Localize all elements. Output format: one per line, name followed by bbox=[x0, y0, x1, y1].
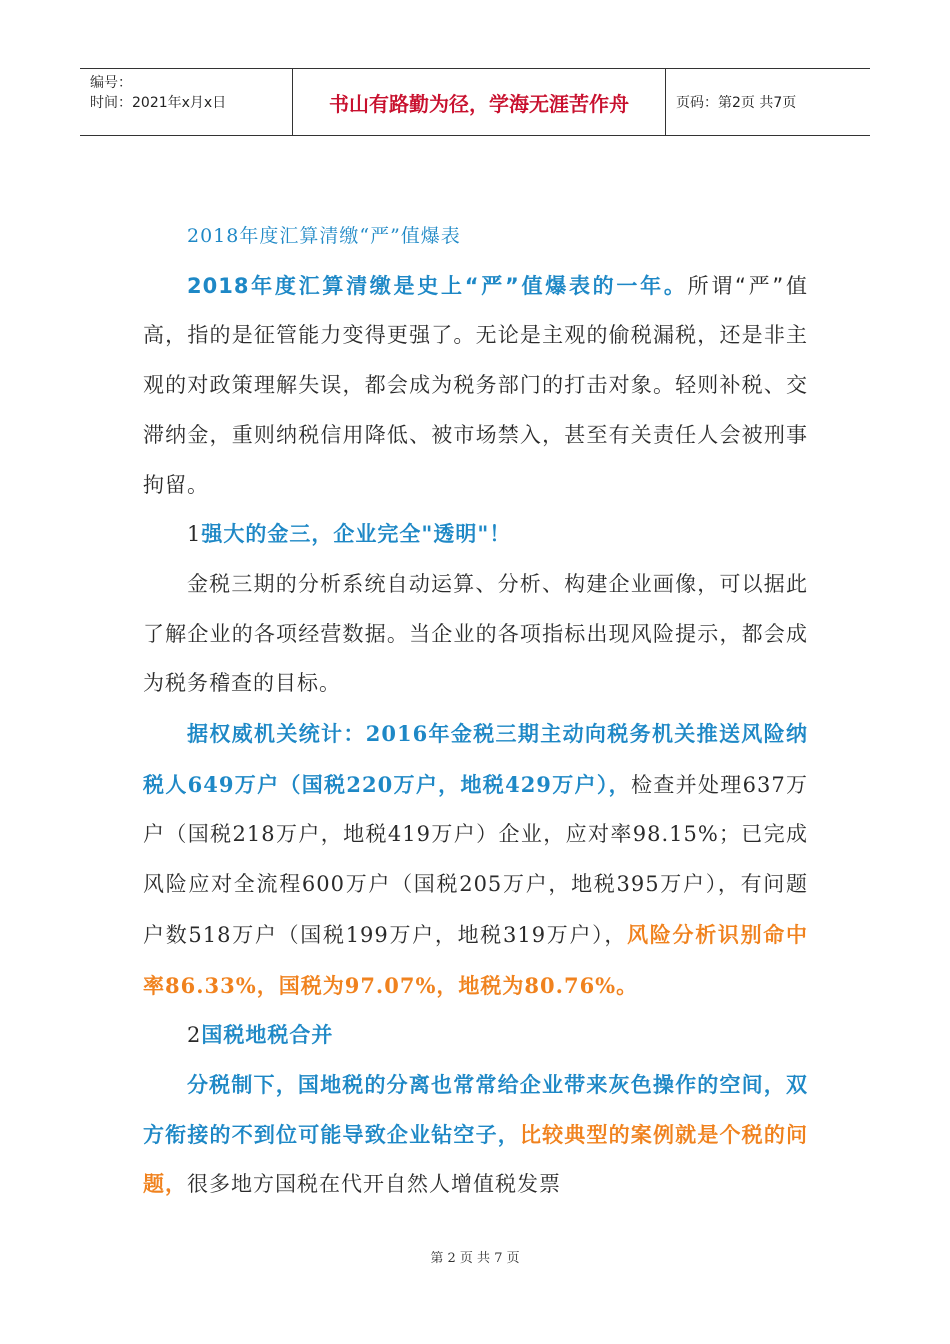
paragraph-golden-tax: 金税三期的分析系统自动运算、分析、构建企业画像，可以据此了解企业的各项经营数据。当企业的各项指标出现风险提示，都会成为税务稽查的目标。 bbox=[143, 571, 808, 696]
paragraph-statistics bbox=[143, 709, 808, 1011]
page-header bbox=[80, 68, 870, 136]
document-date-label: 时间：2021年x月x日 bbox=[90, 95, 227, 111]
statistics-text: 检查并处理637万户（国税218万户，地税419万户）企业，应对率98.15%；已完成风险应对全流程600万户（国税205万户，地税395万户），有问题户数518万户（国税199万户，地税319万户）， bbox=[143, 772, 808, 947]
page-footer: 第 2 页 共 7 页 bbox=[430, 1251, 520, 1266]
article-title: 2018年度汇算清缴“严”值爆表 bbox=[187, 225, 461, 247]
paragraph-tax-merge bbox=[143, 1061, 808, 1210]
paragraph-intro bbox=[143, 262, 808, 511]
intro-highlight: 2018年度汇算清缴是史上“严”值爆表的一年。 bbox=[187, 273, 688, 298]
header-page-number: 页码：第2页 共7页 bbox=[676, 95, 797, 111]
section-2-title: 国税地税合并 bbox=[201, 1023, 334, 1048]
section-heading-2 bbox=[143, 1011, 808, 1061]
header-motto: 书山有路勤为径，学海无涯苦作舟 bbox=[292, 69, 666, 135]
intro-text: 所谓“严”值高，指的是征管能力变得更强了。无论是主观的偷税漏税，还是非主观的对政策理解失误，都会成为税务部门的打击对象。轻则补税、交滞纳金，重则纳税信用降低、被市场禁入，甚至有关责任人会被刑事拘留。 bbox=[143, 273, 808, 497]
section-1-title: 强大的金三，企业完全"透明"！ bbox=[201, 522, 512, 547]
statistics-highlight: 据权威机关统计：2016年金税三期主动向税务机关推送风险纳税人649万户（国税220万户，地税429万户）， bbox=[143, 721, 808, 797]
tax-merge-example: 比较典型的案例就是个税的问题， bbox=[143, 1122, 809, 1197]
document-number-label: 编号： bbox=[90, 75, 132, 91]
section-2-number: 2 bbox=[187, 1023, 202, 1048]
hit-rate-highlight: 风险分析识别命中率86.33%，国税为97.07%，地税为80.76%。 bbox=[143, 921, 809, 998]
tax-merge-highlight: 分税制下，国地税的分离也常常给企业带来灰色操作的空间，双方衔接的不到位可能导致企业钻空子， bbox=[143, 1072, 808, 1147]
tax-merge-text: 很多地方国税在代开自然人增值税发票 bbox=[187, 1172, 561, 1197]
section-1-number: 1 bbox=[187, 522, 202, 547]
header-meta bbox=[80, 69, 292, 135]
section-heading-1 bbox=[143, 510, 808, 560]
article-body bbox=[143, 212, 808, 1210]
